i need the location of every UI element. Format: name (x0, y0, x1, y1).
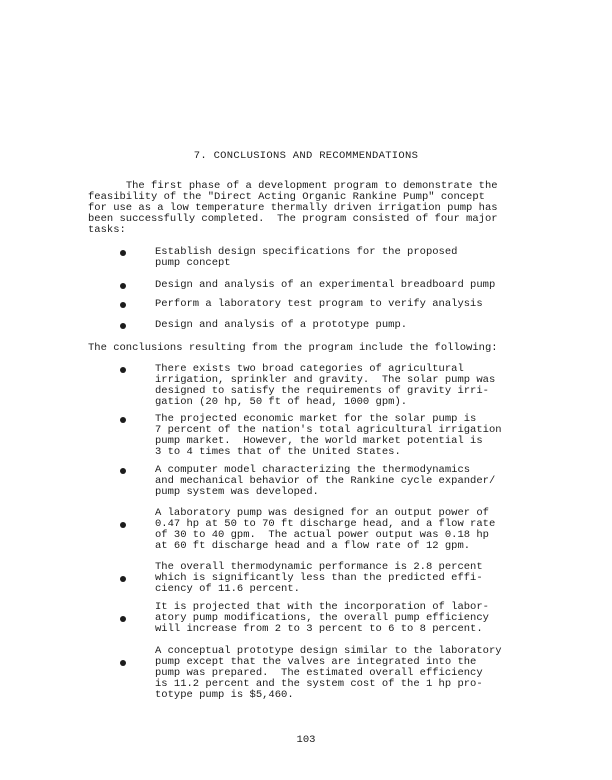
conclusion-item (155, 508, 495, 552)
conclusion-item (155, 562, 483, 595)
conclusion-text: There exists two broad categories of agricultural irrigation, sprinkler and gravity. The solar pump was designed to satisfy the requirements of gravity irri- gation (20 hp, 50 ft of head, 1000 gpm). (155, 363, 496, 408)
task-item (155, 320, 407, 331)
conclusion-item (155, 602, 489, 635)
conclusion-item (155, 364, 495, 408)
task-item (155, 247, 457, 269)
bullet-icon (120, 417, 126, 423)
bullet-icon (120, 250, 126, 256)
bullet-icon (120, 660, 126, 666)
bullet-icon (120, 522, 126, 528)
page-number: 103 (296, 734, 316, 746)
bullet-icon (120, 616, 126, 622)
task-text: Design and analysis of an experimental breadboard pump (155, 279, 496, 291)
task-text: Establish design specifications for the proposed pump concept (155, 246, 458, 269)
conclusion-text: A computer model characterizing the thermodynamics and mechanical behavior of the Rankine cycle expander/ pump system was developed. (155, 464, 496, 498)
task-text: Design and analysis of a prototype pump. (155, 319, 408, 331)
bullet-icon (120, 576, 126, 582)
section-heading: 7. CONCLUSIONS AND RECOMMENDATIONS (193, 150, 419, 162)
conclusions-lead: The conclusions resulting from the program include the following: (88, 342, 498, 354)
conclusion-text: The projected economic market for the solar pump is 7 percent of the nation's total agricultural irrigation pump market. However, the world market potential is 3 to 4 times that of the United States. (155, 413, 502, 458)
bullet-icon (120, 367, 126, 373)
conclusion-item (155, 465, 495, 498)
conclusion-item (155, 646, 502, 701)
conclusion-item (155, 414, 502, 458)
task-item (155, 280, 495, 291)
intro-paragraph: The first phase of a development program to demonstrate the feasibility of the "Direct Acting Organic Rankine Pump" concept for use as a low temperature thermally driven irrigation pump has been successfully completed. The program consisted of four major tasks: (88, 180, 498, 236)
bullet-icon (120, 283, 126, 289)
task-item (155, 299, 483, 310)
bullet-icon (120, 302, 126, 308)
task-text: Perform a laboratory test program to verify analysis (155, 298, 483, 310)
bullet-icon (120, 323, 126, 329)
conclusion-text: A laboratory pump was designed for an output power of 0.47 hp at 50 to 70 ft discharge head, and a flow rate of 30 to 40 gpm. The actual power output was 0.18 hp at 60 ft discharge head and a flow rate of 12 gpm. (155, 507, 496, 552)
bullet-icon (120, 468, 126, 474)
conclusion-text: A conceptual prototype design similar to the laboratory pump except that the valves are integrated into the pump was prepared. The estimated overall efficiency is 11.2 percent and the system cost of the 1 hp pro- totype pump is $5,460. (155, 645, 502, 701)
conclusion-text: It is projected that with the incorporation of labor- atory pump modifications, the overall pump efficiency will increase from 2 to 3 percent to 6 to 8 percent. (155, 601, 489, 635)
conclusion-text: The overall thermodynamic performance is 2.8 percent which is significantly less than the predicted effi- ciency of 11.6 percent. (155, 561, 483, 595)
